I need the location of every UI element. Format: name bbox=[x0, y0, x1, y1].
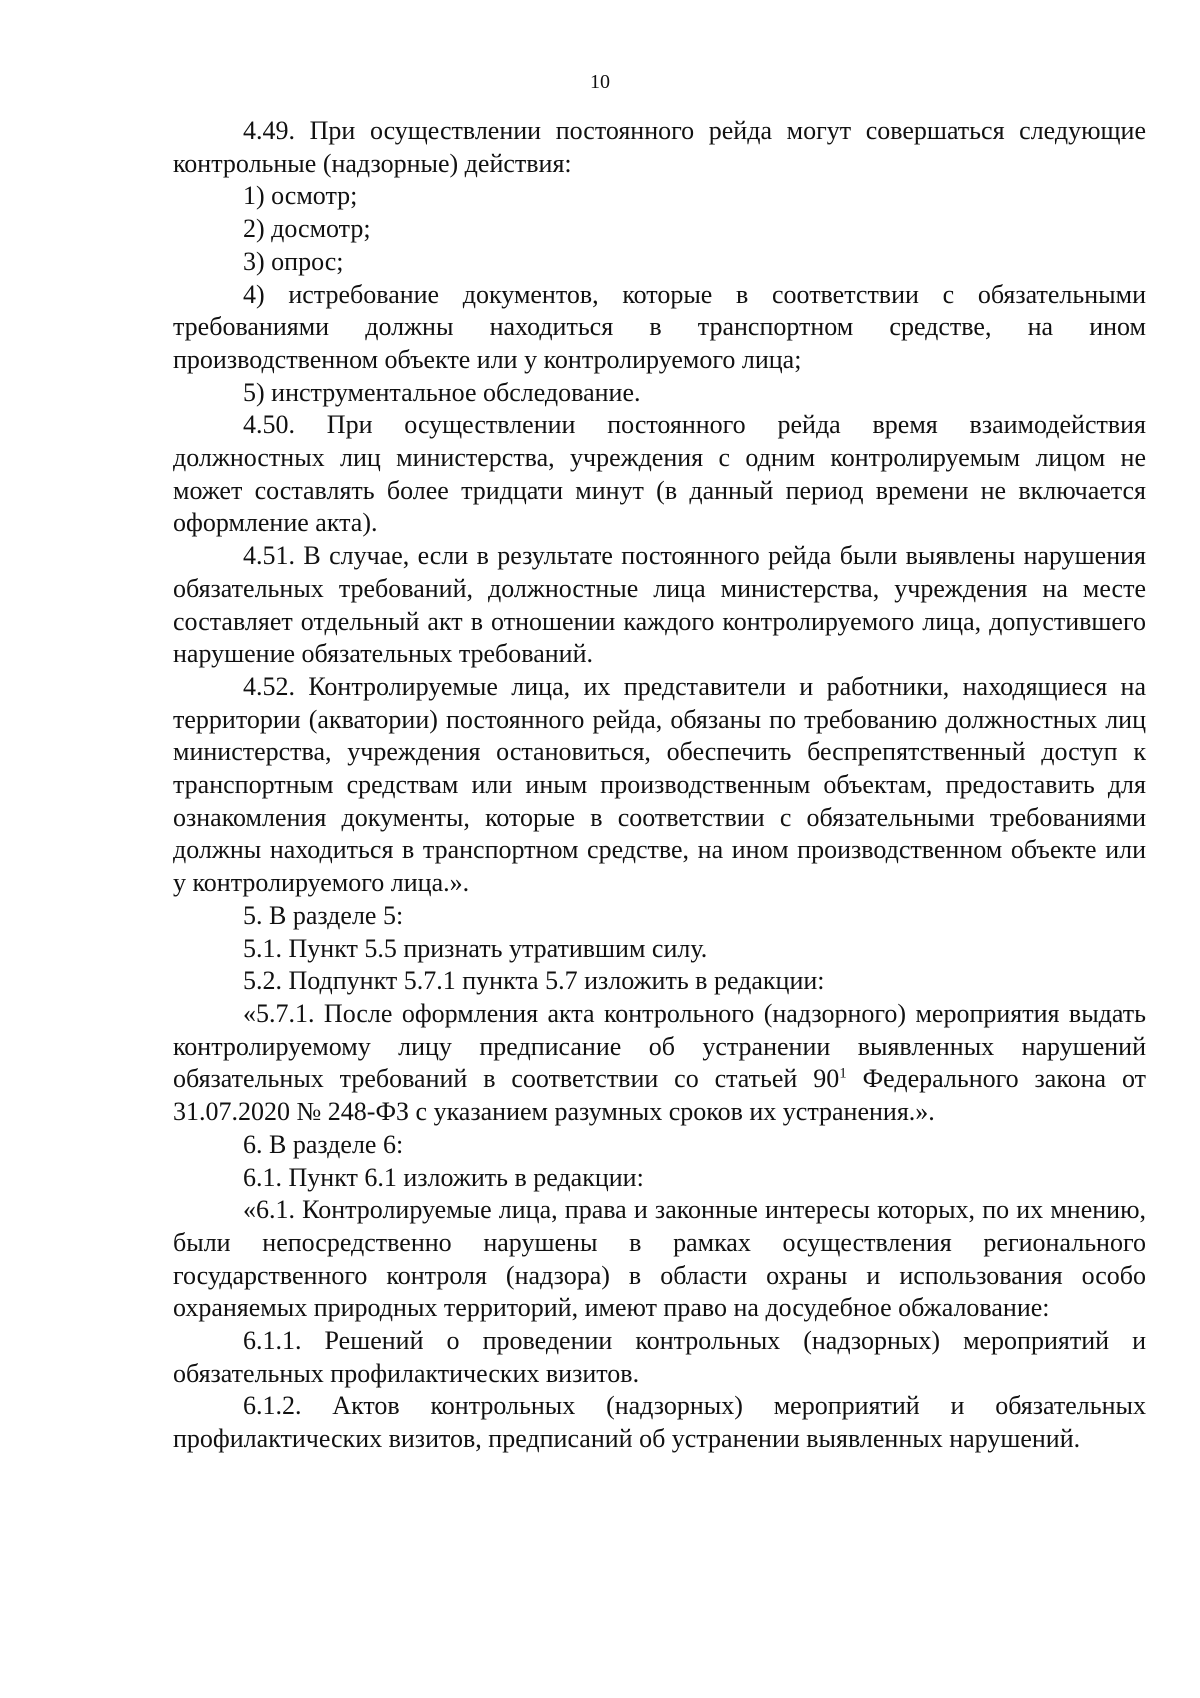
list-item-instrumental-examination: 5) инструментальное обследование. bbox=[243, 377, 641, 407]
paragraph-6-1-2: 6.1.2. Актов контрольных (надзорных) мероприятий и обязательных профилактических визитов, предписаний об устранении выявленных нарушений. bbox=[173, 1391, 1146, 1454]
paragraph-4-50: 4.50. При осуществлении постоянного рейда время взаимодействия должностных лиц министерства, учреждения с одним контролируемым лицом не может составлять более тридцати минут (в данный период времени не включается оформление акта). bbox=[173, 410, 1146, 538]
list-item-documents-request: 4) истребование документов, которые в соответствии с обязательными требованиями должны находиться в транспортном средстве, на ином производственном объекте или у контролируемого лица; bbox=[173, 279, 1146, 374]
paragraph-section-6: 6. В разделе 6: bbox=[243, 1129, 404, 1159]
list-item-inspection: 1) осмотр; bbox=[243, 181, 358, 211]
paragraph-5-7-1-tail: Федерального закона от 31.07.2020 № 248-ФЗ с указанием разумных сроков их устранения.». bbox=[173, 1064, 1146, 1127]
paragraph-5-7-1 bbox=[173, 998, 1146, 1129]
page-number: 10 bbox=[590, 71, 610, 93]
paragraph-4-52: 4.52. Контролируемые лица, их представители и работники, находящиеся на территории (акватории) постоянного рейда, обязаны по требованию должностных лиц министерства, учреждения остановиться, обеспечить беспрепятственный доступ к транспортным средствам или иным производственным объектам, предоставить для ознакомления документы, которые в соответствии с обязательными требованиями должны находиться в транспортном средстве, на ином производственном объекте или у контролируемого лица.». bbox=[173, 671, 1146, 898]
paragraph-section-5: 5. В разделе 5: bbox=[243, 900, 404, 930]
article-superscript: 1 bbox=[839, 1065, 847, 1082]
paragraph-4-49: 4.49. При осуществлении постоянного рейда могут совершаться следующие контрольные (надзорные) действия: bbox=[173, 116, 1146, 178]
list-item-interview: 3) опрос; bbox=[243, 246, 344, 276]
paragraph-6-1-instruction: 6.1. Пункт 6.1 изложить в редакции: bbox=[243, 1162, 644, 1192]
paragraph-6-1-1: 6.1.1. Решений о проведении контрольных (надзорных) мероприятий и обязательных профилактических визитов. bbox=[173, 1326, 1146, 1388]
paragraph-5-1: 5.1. Пункт 5.5 признать утратившим силу. bbox=[243, 933, 708, 963]
list-item-search: 2) досмотр; bbox=[243, 214, 371, 244]
paragraph-5-7-1-text: «5.7.1. После оформления акта контрольного (надзорного) мероприятия выдать контролируемому лицу предписание об устранении выявленных нарушений обязательных требований в соответствии со статьей 90 bbox=[173, 998, 1146, 1094]
paragraph-5-2: 5.2. Подпункт 5.7.1 пункта 5.7 изложить в редакции: bbox=[243, 966, 825, 996]
paragraph-6-1: «6.1. Контролируемые лица, права и законные интересы которых, по их мнению, были непосредственно нарушены в рамках осуществления регионального государственного контроля (надзора) в области охраны и использования особо охраняемых природных территорий, имеют право на досудебное обжалование: bbox=[173, 1195, 1146, 1323]
paragraph-4-51: 4.51. В случае, если в результате постоянного рейда были выявлены нарушения обязательных требований, должностные лица министерства, учреждения на месте составляет отдельный акт в отношении каждого контролируемого лица, допустившего нарушение обязательных требований. bbox=[173, 541, 1146, 669]
document-body bbox=[173, 115, 1146, 1456]
